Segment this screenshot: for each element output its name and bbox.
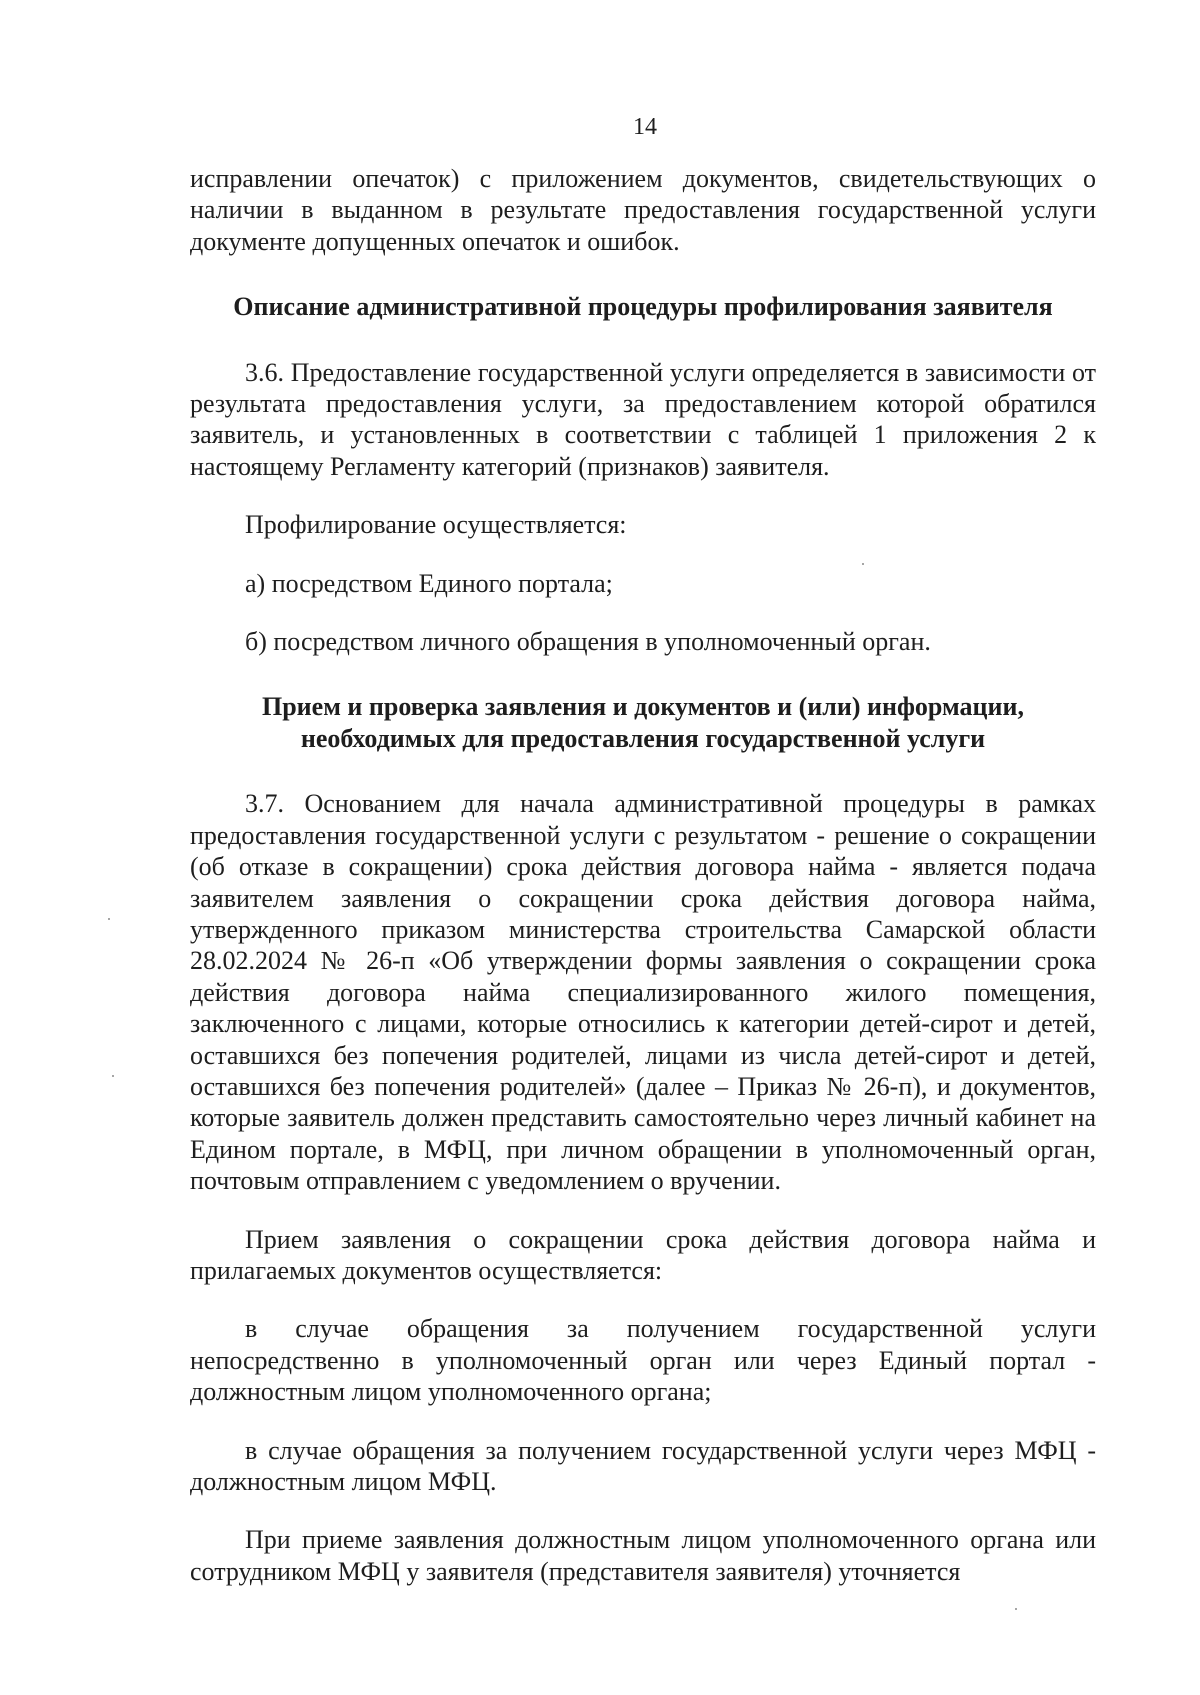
document-body	[190, 163, 1096, 1587]
scan-speck	[862, 563, 864, 565]
section-heading-reception-line-2: необходимых для предоставления государственной услуги	[300, 723, 986, 753]
paragraph-authority-case: в случае обращения за получением государственной услуги непосредственно в уполномоченный орган или через Единый портал - должностным лицом уполномоченного органа;	[190, 1314, 1096, 1407]
scan-speck	[1015, 1608, 1017, 1610]
paragraph-continuation: исправлении опечаток) с приложением документов, свидетельствующих о наличии в выданном в результате предоставления государственной услуги документе допущенных опечаток и ошибок.	[190, 164, 1096, 256]
list-item-b: б) посредством личного обращения в уполномоченный орган.	[245, 627, 931, 657]
paragraph-3-7: 3.7. Основанием для начала административной процедуры в рамках предоставления государственной услуги с результатом - решение о сокращении (об отказе в сокращении) срока действия договора найма - является подача заявителем заявления о сокращении срока действия договора найма, утвержденного приказом министерства строительства Самарской области 28.02.2024 № 26-п «Об утверждении формы заявления о сокращении срока действия договора найма специализированного жилого помещения, заключенного с лицами, которые относились к категории детей-сирот и детей, оставшихся без попечения родителей, лицами из числа детей-сирот и детей, оставшихся без попечения родителей» (далее – Приказ № 26-п), и документов, которые заявитель должен представить самостоятельно через личный кабинет на Едином портале, в МФЦ, при личном обращении в уполномоченный орган, почтовым отправлением с уведомлением о вручении.	[190, 789, 1096, 1196]
paragraph-mfc-case: в случае обращения за получением государственной услуги через МФЦ - должностным лицом МФЦ.	[190, 1435, 1096, 1496]
section-heading-profiling: Описание административной процедуры профилирования заявителя	[233, 292, 1053, 322]
list-item-a: а) посредством Единого портала;	[245, 568, 613, 598]
section-heading-reception-line-1: Прием и проверка заявления и документов и (или) информации,	[262, 692, 1024, 722]
section-heading-reception	[190, 691, 1096, 754]
paragraph-profiling-intro: Профилирование осуществляется:	[245, 510, 627, 540]
scan-speck	[108, 918, 110, 920]
paragraph-3-6: 3.6. Предоставление государственной услуги определяется в зависимости от результата предоставления услуги, за предоставлением которой обратился заявитель, и установленных в соответствии с таблицей 1 приложения 2 к настоящему Регламенту категорий (признаков) заявителя.	[190, 357, 1096, 481]
page-number: 14	[633, 114, 657, 140]
paragraph-reception-clarification: При приеме заявления должностным лицом уполномоченного органа или сотрудником МФЦ у заявителя (представителя заявителя) уточняется	[190, 1525, 1096, 1586]
paragraph-reception: Прием заявления о сокращении срока действия договора найма и прилагаемых документов осуществляется:	[190, 1224, 1096, 1285]
scan-speck	[112, 1075, 114, 1077]
